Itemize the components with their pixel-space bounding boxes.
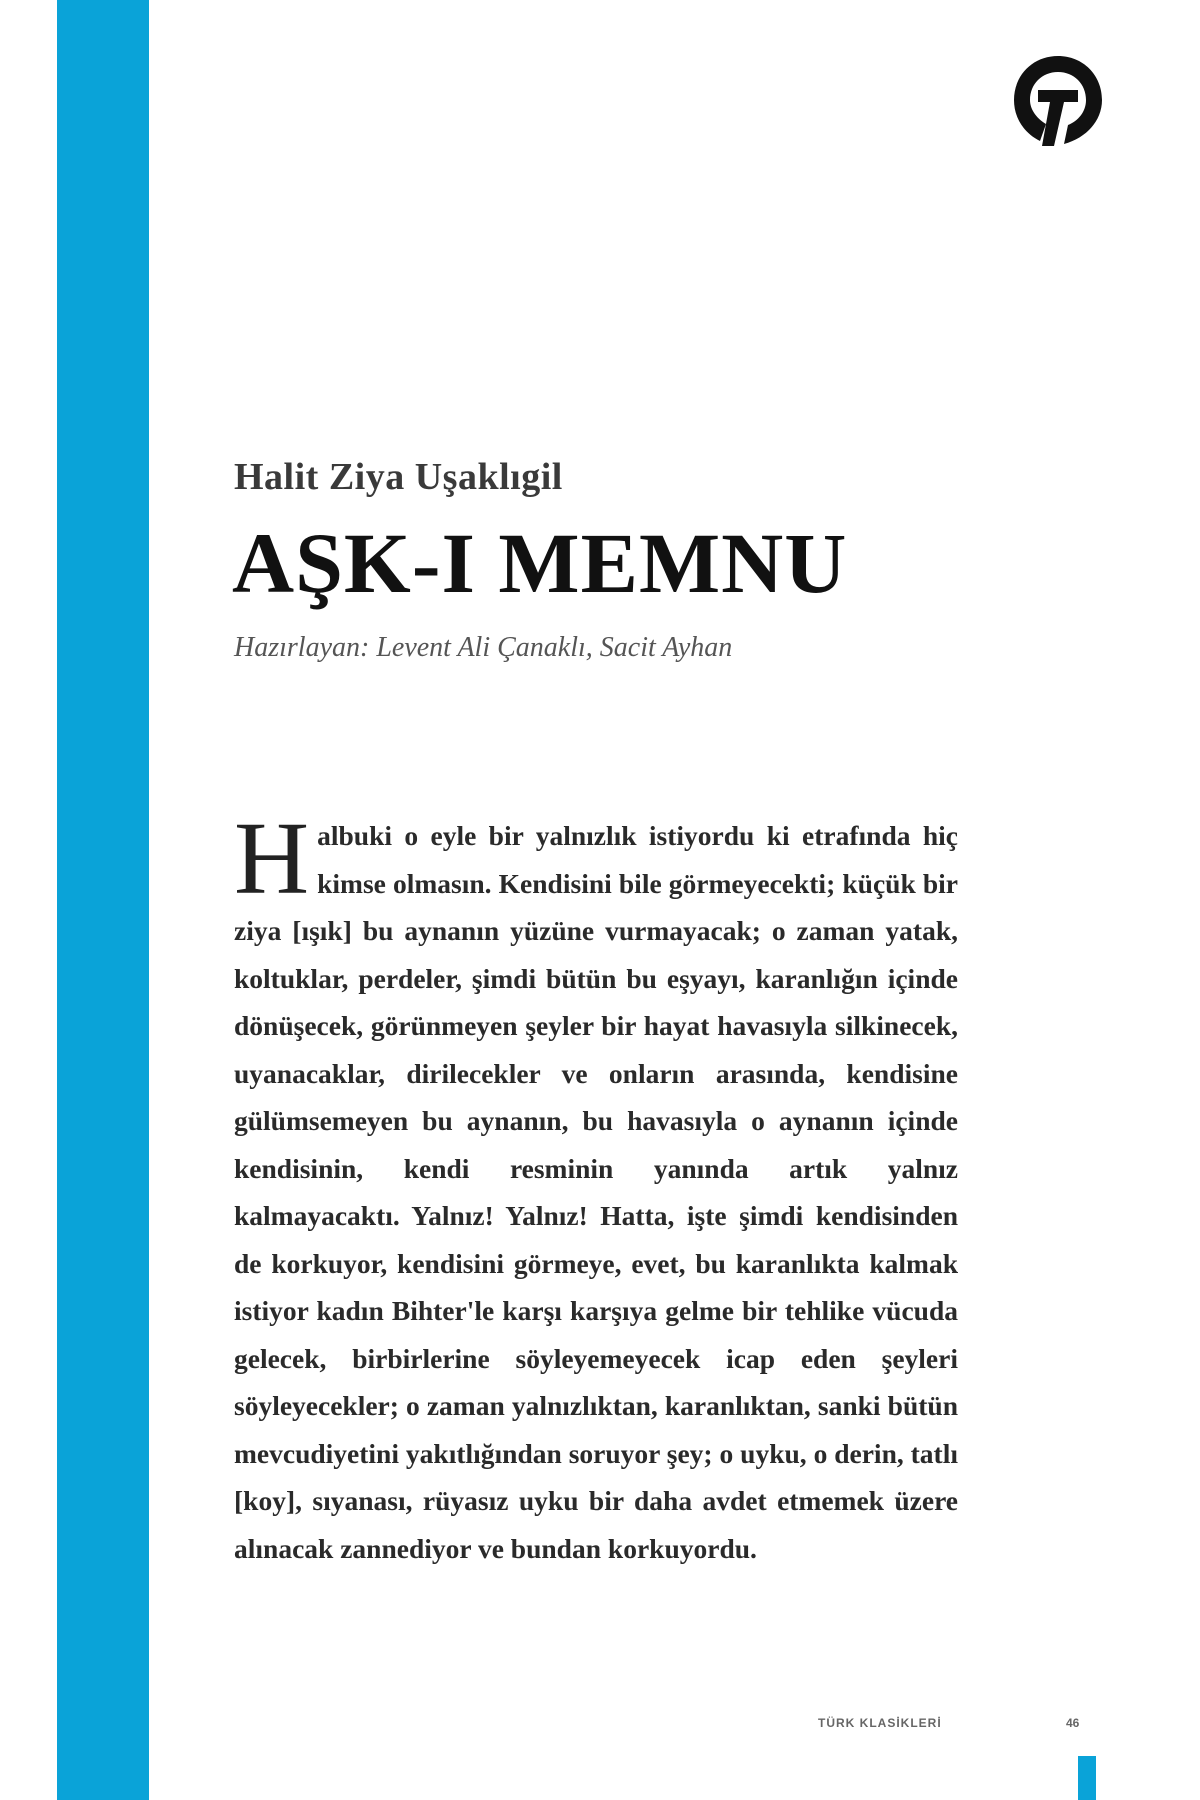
book-author: Halit Ziya Uşaklıgil [234, 456, 563, 498]
series-number: 46 [1066, 1716, 1080, 1730]
book-title: AŞK-I MEMNU [232, 515, 848, 611]
drop-cap: H [234, 801, 310, 916]
excerpt-text: albuki o eyle bir yalnızlık istiyordu ki etrafında hiç kimse olmasın. Kendisini bile görmeyecekti; küçük bir ziya [ışık] bu aynanın yüzüne vurmayacak; o zaman yatak, koltuklar, perdeler, şimdi bütün bu eşyayı, karanlığın içinde dönüşecek, görünmeyen şeyler bir hayat havasıyla silkinecek, uyanacaklar, dirilecekler ve onların arasında, kendisine gülümsemeyen bu aynanın, bu havasıyla o aynanın içinde kendisinin, kendi resminin yanında artık yalnız kalmayacaktı. Yalnız! Yalnız! Hatta, işte şimdi kendisinden de korkuyor, kendisini görmeye, evet, bu karanlıkta kalmak istiyor kadın Bihter'le karşı karşıya gelme bir tehlike vücuda gelecek, birbirlerine söyleyemeyecek icap eden şeyleri söyleyecekler; o zaman yalnızlıktan, karanlıktan, sanki bütün mevcudiyetini yakıtlığından soruyor şey; o uyku, o derin, tatlı [koy], sıyanası, rüyasız uyku bir daha avdet etmemek üzere alınacak zannediyor ve bundan korkuyordu. [234, 820, 958, 1564]
blue-spine-stripe [57, 0, 149, 1800]
book-editors: Hazırlayan: Levent Ali Çanaklı, Sacit Ayhan [234, 632, 733, 663]
series-label: TÜRK KLASİKLERİ [818, 1716, 942, 1730]
publisher-logo-icon [1008, 50, 1108, 150]
cover-excerpt [234, 801, 958, 1572]
blue-series-bar [1078, 1756, 1096, 1800]
